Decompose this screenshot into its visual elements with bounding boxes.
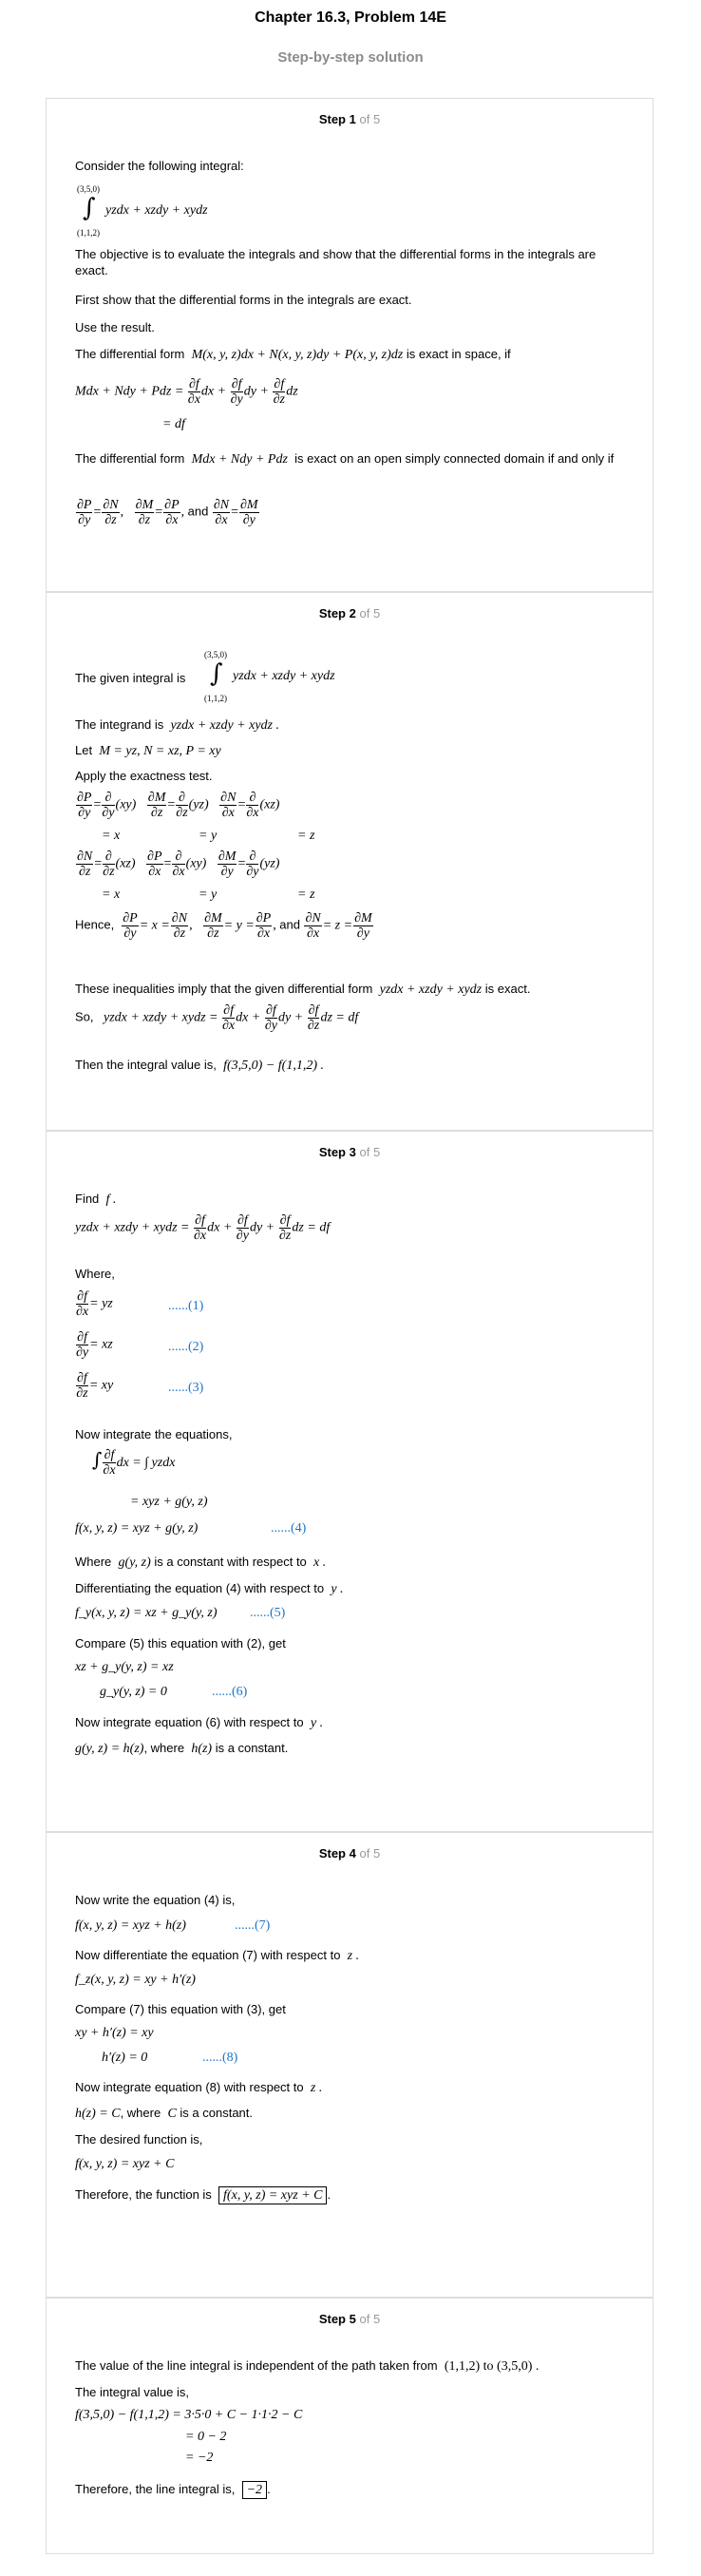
step-3-compare: Compare (5) this equation with (2), get — [75, 1636, 286, 1651]
step-2-card — [46, 592, 654, 1131]
step-2-test-row-2: $\frac{\partial N}{\partial z}$ = $\frac{\partial}{\partial z}$ (xz) $\frac{\partial P}{\partial x}$ = $\frac{\partial}{\partial x}$ (xy) $\frac{\partial M}{\partial y}$ = $\frac{\partial}{\partial y}$ (yz) — [77, 849, 280, 879]
step-3-header: Step 3 of 5 — [318, 1145, 381, 1159]
step-2-integrand: The integrand is yzdx + xzdy + xydz . — [75, 717, 279, 733]
step-3-label-2: ......(2) — [168, 1340, 204, 1354]
step-2-let: Let M = yz, N = xz, P = xy — [75, 743, 221, 758]
step-4-fz: f_z(x, y, z) = xy + h′(z) — [75, 1973, 196, 1987]
step-5-header: Step 5 of 5 — [318, 2312, 381, 2326]
step-3-differentiate: Differentiating the equation (4) with respect to y . — [75, 1581, 344, 1596]
step-4-compare-1: xy + h′(z) = xy — [75, 2026, 154, 2040]
step-3-label-5: ......(5) — [250, 1606, 286, 1620]
step-2-header: Step 2 of 5 — [318, 606, 381, 620]
step-2-test-row-1: $\frac{\partial P}{\partial y}$ = $\frac{\partial}{\partial y}$ (xy) $\frac{\partial M}{\partial z}$ = $\frac{\partial}{\partial z}$ (yz) $\frac{\partial N}{\partial x}$ = $\frac{\partial}{\partial x}$ (xz) — [77, 791, 280, 820]
step-4-compare: Compare (7) this equation with (3), get — [75, 2002, 286, 2016]
step-4-header: Step 4 of 5 — [318, 1846, 381, 1860]
step-3-compare-1: xz + g_y(y, z) = xz — [75, 1660, 174, 1674]
step-4-eq-7: f(x, y, z) = xyz + h(z) — [75, 1918, 186, 1933]
step-5-card — [46, 2298, 654, 2554]
step-3-label-3: ......(3) — [168, 1381, 204, 1395]
step-5-calc-1: f(3,5,0) − f(1,1,2) = 3·5·0 + C − 1·1·2 − C — [75, 2408, 303, 2422]
step-3-int-3: f(x, y, z) = xyz + g(y, z) — [75, 1521, 199, 1536]
step-3-int-1: ∫ $\frac{\partial f}{\partial x}$ dx = ∫ yzdx — [92, 1448, 176, 1479]
step-4-therefore: Therefore, the function is f(x, y, z) = xyz + C . — [75, 2187, 332, 2203]
step-3-card — [46, 1131, 654, 1832]
step-3-now-integrate: Now integrate the equations, — [75, 1427, 233, 1441]
step-1-diff-form: The differential form M(x, y, z)dx + N(x, y, z)dy + P(x, y, z)dz is exact in space, if — [75, 347, 511, 362]
step-1-card — [46, 98, 654, 592]
step-4-desired-expr: f(x, y, z) = xyz + C — [75, 2157, 175, 2171]
step-1-exact-condition: The differential form Mdx + Ndy + Pdz is exact on an open simply connected domain if and only if — [75, 451, 615, 467]
step-1-consider: Consider the following integral: — [75, 159, 244, 173]
step-3-find: Find f . — [75, 1192, 117, 1207]
step-2-r2c-result: = z — [297, 887, 315, 902]
step-2-r2b-result: = y — [199, 887, 218, 902]
step-3-eq-3: $\frac{\partial f}{\partial z}$ = xy — [76, 1371, 114, 1401]
step-2-r1c-result: = z — [297, 829, 315, 843]
step-5-answer-box: −2 — [242, 2481, 267, 2499]
step-5-calc-3: = −2 — [185, 2451, 214, 2465]
page-title: Chapter 16.3, Problem 14E — [255, 10, 446, 26]
step-2-imply: These inequalities imply that the given differential form yzdx + xzdy + xydz is exact. — [75, 982, 531, 997]
step-5-integral-value: The integral value is, — [75, 2385, 189, 2399]
step-2-so: So, yzdx + xzdy + xydz = $\frac{\partial f}{\partial x}$ dx + $\frac{\partial f}{\partial y}$ dy + $\frac{\partial f}{\partial z}$ dz = df — [75, 1003, 359, 1033]
step-4-answer-box: f(x, y, z) = xyz + C — [218, 2186, 327, 2204]
step-4-label-8: ......(8) — [202, 2051, 238, 2065]
step-5-therefore: Therefore, the line integral is, −2 . — [75, 2482, 271, 2497]
step-3-label-1: ......(1) — [168, 1299, 204, 1313]
step-1-integral: (3,5,0) ∫ (1,1,2) yzdx + xzdy + xydz — [77, 184, 208, 238]
step-2-r2a-result: = x — [102, 887, 121, 902]
step-3-fy: f_y(x, y, z) = xz + g_y(y, z) — [75, 1606, 218, 1620]
step-4-card — [46, 1832, 654, 2298]
step-1-first: First show that the differential forms in the integrals are exact. — [75, 293, 412, 307]
step-3-integrate-6: Now integrate equation (6) with respect to y . — [75, 1715, 324, 1730]
step-2-apply: Apply the exactness test. — [75, 769, 213, 783]
step-1-objective: The objective is to evaluate the integrals and show that the differential forms in the integrals are exact. — [75, 247, 597, 277]
step-3-label-4: ......(4) — [271, 1521, 307, 1536]
step-1-partials: $\frac{\partial P}{\partial y}$ = $\frac{\partial N}{\partial z}$ , $\frac{\partial M}{\partial z}$ = $\frac{\partial P}{\partial x}$ , and $\frac{\partial N}{\partial x}$ = $\frac{\partial M}{\partial y}$ — [77, 498, 258, 527]
step-3-equation: yzdx + xzdy + xydz = $\frac{\partial f}{\partial x}$ dx + $\frac{\partial f}{\partial y}$ dy + $\frac{\partial f}{\partial z}$ dz = df — [75, 1213, 331, 1243]
step-4-write: Now write the equation (4) is, — [75, 1893, 236, 1907]
step-4-desired: The desired function is, — [75, 2132, 203, 2147]
step-1-header: Step 1 of 5 — [318, 112, 381, 126]
step-3-label-6: ......(6) — [212, 1685, 248, 1699]
step-2-then: Then the integral value is, f(3,5,0) − f(1,1,2) . — [75, 1058, 324, 1073]
step-4-integrate-8: Now integrate equation (8) with respect to z . — [75, 2080, 323, 2095]
step-3-where: Where, — [75, 1267, 115, 1281]
step-3-eq-1: $\frac{\partial f}{\partial x}$ = yz — [76, 1289, 113, 1319]
step-4-differentiate: Now differentiate the equation (7) with respect to z . — [75, 1948, 360, 1963]
step-1-equation-df: = df — [162, 417, 185, 431]
step-3-eq-2: $\frac{\partial f}{\partial y}$ = xz — [76, 1330, 113, 1360]
step-3-where-g: Where g(y, z) is a constant with respect to x . — [75, 1555, 327, 1570]
step-3-g-h: g(y, z) = h(z), where h(z) is a constant. — [75, 1741, 289, 1756]
step-4-compare-2: h′(z) = 0 — [102, 2051, 148, 2065]
step-2-r1b-result: = y — [199, 829, 218, 843]
step-2-r1a-result: = x — [102, 829, 121, 843]
page-subtitle: Step-by-step solution — [277, 49, 424, 66]
step-1-use: Use the result. — [75, 320, 155, 334]
step-1-equation: Mdx + Ndy + Pdz = $\frac{\partial f}{\partial x}$ dx + $\frac{\partial f}{\partial y}$ dy + $\frac{\partial f}{\partial z}$ dz — [75, 377, 298, 407]
step-3-compare-2: g_y(y, z) = 0 — [100, 1685, 167, 1699]
step-4-h-c: h(z) = C, where C is a constant. — [75, 2106, 254, 2121]
step-2-integral: The given integral is (3,5,0) ∫ (1,1,2) yzdx + xzdy + xydz — [75, 650, 335, 703]
step-4-label-7: ......(7) — [235, 1918, 271, 1933]
step-5-path-independence: The value of the line integral is independent of the path taken from (1,1,2) to (3,5,0) . — [75, 2358, 540, 2374]
step-5-calc-2: = 0 − 2 — [185, 2430, 227, 2444]
step-3-int-2: = xyz + g(y, z) — [130, 1495, 208, 1509]
step-2-hence: Hence, $\frac{\partial P}{\partial y}$ = x = $\frac{\partial N}{\partial z}$ , $\frac{\partial M}{\partial z}$ = y = $\frac{\partial P}{\partial x}$ , and $\frac{\partial N}{\partial x}$ = z = $\frac{\partial M}{\partial y}$ — [75, 911, 372, 941]
